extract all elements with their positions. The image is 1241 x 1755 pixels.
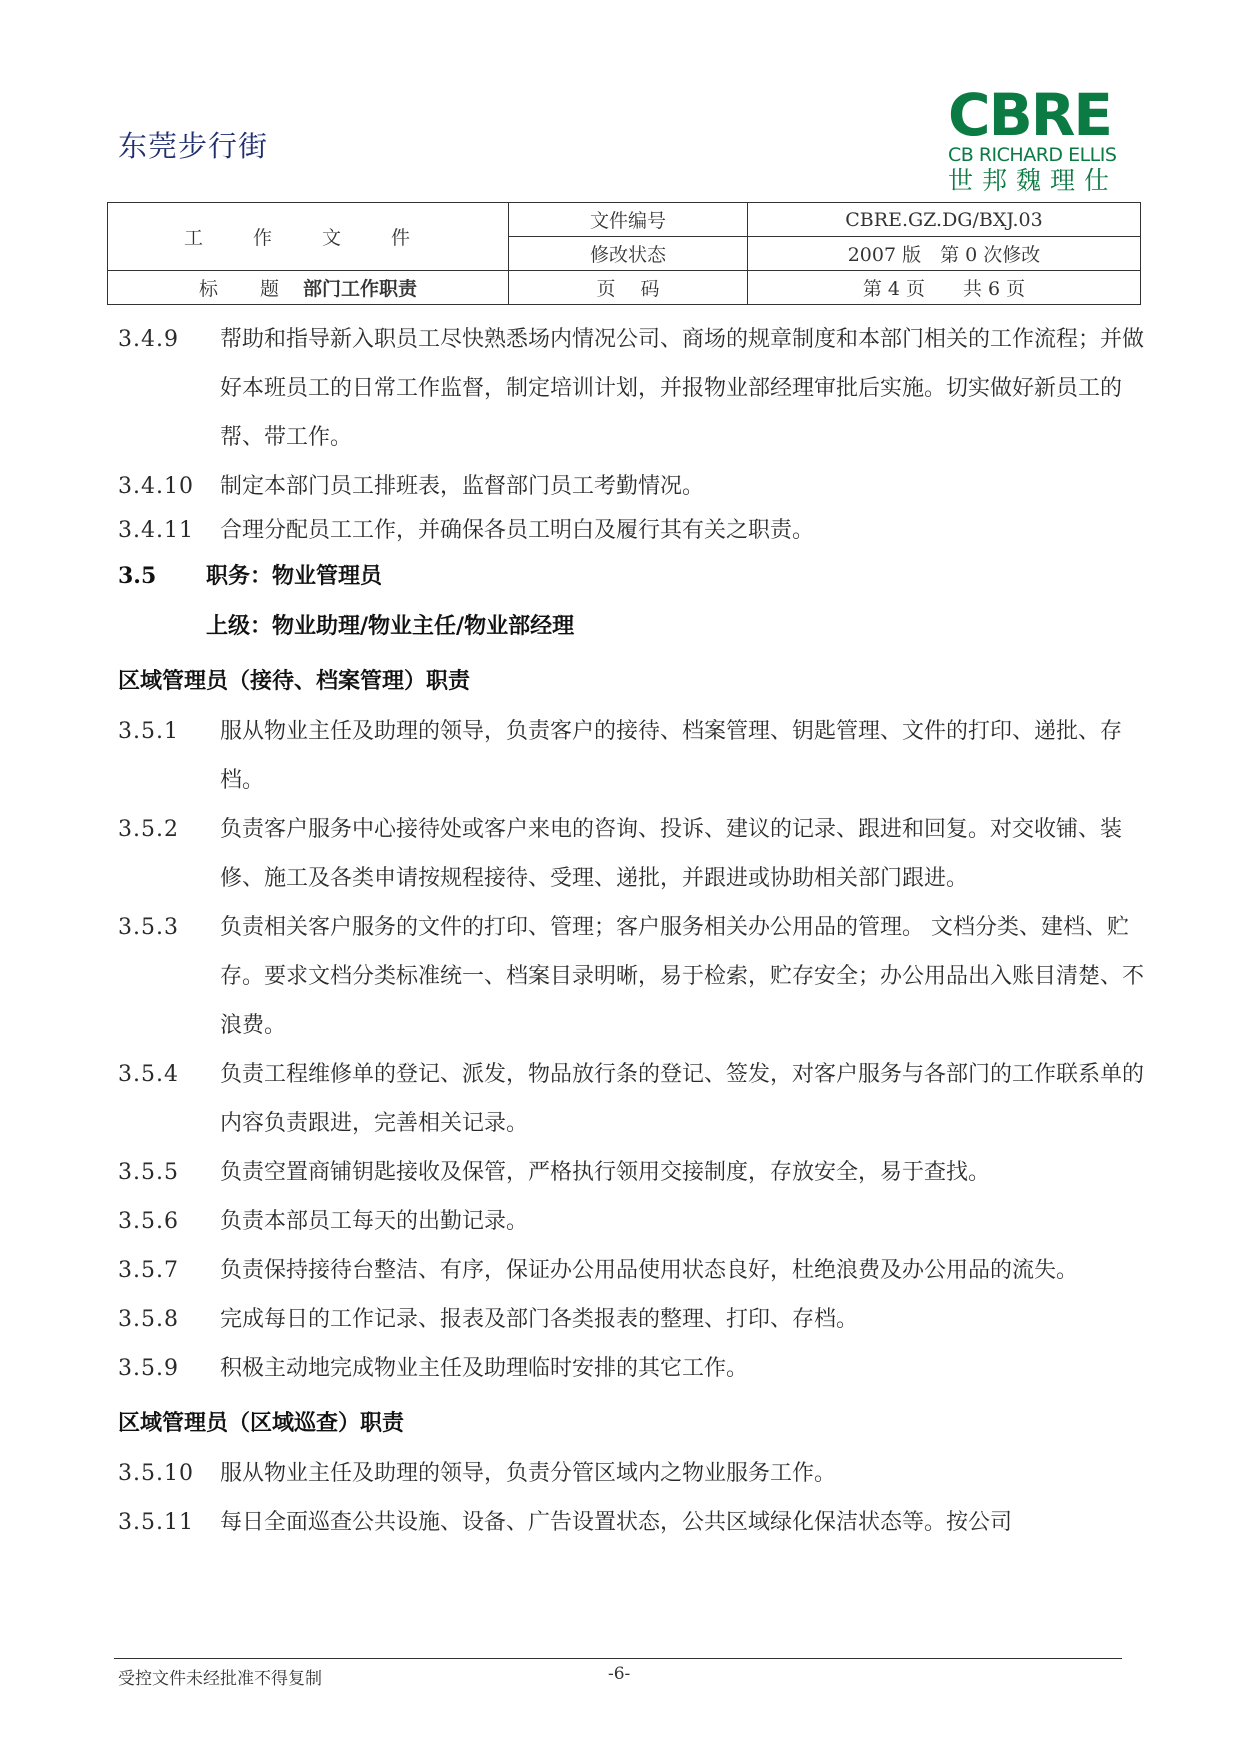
item-text: 完成每日的工作记录、报表及部门各类报表的整理、打印、存档。: [220, 1307, 859, 1332]
footer-divider: [114, 1658, 1122, 1659]
item-number: 3.5.3: [118, 915, 179, 940]
list-item: [118, 1148, 1148, 1197]
footer-notice: 受控文件未经批准不得复制: [118, 1669, 322, 1689]
item-number: 3.4.11: [118, 518, 194, 543]
section-superior: 上级：物业助理/物业主任/物业部经理: [206, 613, 575, 639]
subsection-title: 区域管理员（区域巡查）职责: [118, 1410, 405, 1436]
item-text: 积极主动地完成物业主任及助理临时安排的其它工作。: [220, 1356, 749, 1381]
item-text: 负责本部员工每天的出勤记录。: [220, 1209, 529, 1234]
logo-sub-text: CB RICHARD ELLIS: [948, 144, 1117, 166]
item-number: 3.5.4: [118, 1062, 179, 1087]
item-number: 3.5.9: [118, 1356, 179, 1381]
list-item: [118, 1295, 1148, 1344]
item-number: 3.5.1: [118, 719, 179, 744]
page-number: -6-: [608, 1664, 631, 1684]
item-number: 3.5.2: [118, 817, 179, 842]
title-label: 标 题: [198, 278, 297, 300]
list-item: [118, 1449, 1148, 1498]
document-name: 东莞步行街: [118, 129, 269, 163]
item-number: 3.5.10: [118, 1461, 194, 1486]
list-item: [118, 707, 1148, 805]
revision-label: 修改状态: [509, 237, 748, 271]
list-item: [118, 315, 1148, 462]
document-body: [118, 315, 1148, 1547]
page-value: 第 4 页 共 6 页: [748, 271, 1141, 305]
item-text: 制定本部门员工排班表，监督部门员工考勤情况。: [220, 474, 705, 499]
item-text: 负责保持接待台整洁、有序，保证办公用品使用状态良好，杜绝浪费及办公用品的流失。: [220, 1258, 1079, 1283]
item-text: 负责客户服务中心接待处或客户来电的咨询、投诉、建议的记录、跟进和回复。对交收铺、装修、施工及各类申请按规程接待、受理、递批，并跟进或协助相关部门跟进。: [220, 817, 1123, 891]
file-no-value: CBRE.GZ.DG/BXJ.03: [748, 203, 1141, 237]
subsection-title: 区域管理员（接待、档案管理）职责: [118, 668, 471, 694]
list-item: [118, 1246, 1148, 1295]
list-item: [118, 511, 1148, 551]
item-number: 3.5.6: [118, 1209, 179, 1234]
list-item: [118, 903, 1148, 1050]
item-number: 3.4.9: [118, 327, 179, 352]
title-cell: [108, 271, 509, 305]
list-item: [118, 1197, 1148, 1246]
cbre-logo: [948, 81, 1123, 198]
item-number: 3.5.5: [118, 1160, 179, 1185]
section-heading: [118, 551, 1148, 601]
revision-value: 2007 版 第 0 次修改: [748, 237, 1141, 271]
item-number: 3.5.7: [118, 1258, 179, 1283]
logo-cn-text: 世邦魏理仕: [948, 166, 1119, 195]
item-text: 每日全面巡查公共设施、设备、广告设置状态，公共区域绿化保洁状态等。按公司: [220, 1510, 1013, 1535]
section-number: 3.5: [118, 563, 157, 589]
document-header-table: [107, 202, 1141, 305]
logo-main-text: CBRE: [948, 81, 1112, 149]
item-text: 帮助和指导新入职员工尽快熟悉场内情况公司、商场的规章制度和本部门相关的工作流程；并做好本班员工的日常工作监督，制定培训计划，并报物业部经理审批后实施。切实做好新员工的帮、带工作。: [220, 327, 1145, 450]
item-text: 负责工程维修单的登记、派发，物品放行条的登记、签发，对客户服务与各部门的工作联系单的内容负责跟进，完善相关记录。: [220, 1062, 1145, 1136]
list-item: [118, 805, 1148, 903]
file-no-label: 文件编号: [509, 203, 748, 237]
list-item: [118, 1498, 1148, 1547]
item-text: 负责相关客户服务的文件的打印、管理；客户服务相关办公用品的管理。 文档分类、建档、贮存。要求文档分类标准统一、档案目录明晰，易于检索，贮存安全；办公用品出入账目清楚、不浪费。: [220, 915, 1145, 1038]
item-text: 服从物业主任及助理的领导，负责分管区域内之物业服务工作。: [220, 1461, 837, 1486]
item-number: 3.4.10: [118, 474, 194, 499]
list-item: [118, 1050, 1148, 1148]
item-text: 服从物业主任及助理的领导，负责客户的接待、档案管理、钥匙管理、文件的打印、递批、存档。: [220, 719, 1123, 793]
section-title: 职务：物业管理员: [206, 563, 383, 589]
item-number: 3.5.8: [118, 1307, 179, 1332]
item-text: 负责空置商铺钥匙接收及保管，严格执行领用交接制度，存放安全，易于查找。: [220, 1160, 991, 1185]
page-label: 页 码: [509, 271, 748, 305]
item-number: 3.5.11: [118, 1510, 194, 1535]
work-doc-label: 工 作 文 件: [108, 203, 509, 271]
item-text: 合理分配员工工作，并确保各员工明白及履行其有关之职责。: [220, 518, 815, 543]
title-value: 部门工作职责: [303, 278, 418, 300]
list-item: [118, 462, 1148, 511]
list-item: [118, 1344, 1148, 1393]
